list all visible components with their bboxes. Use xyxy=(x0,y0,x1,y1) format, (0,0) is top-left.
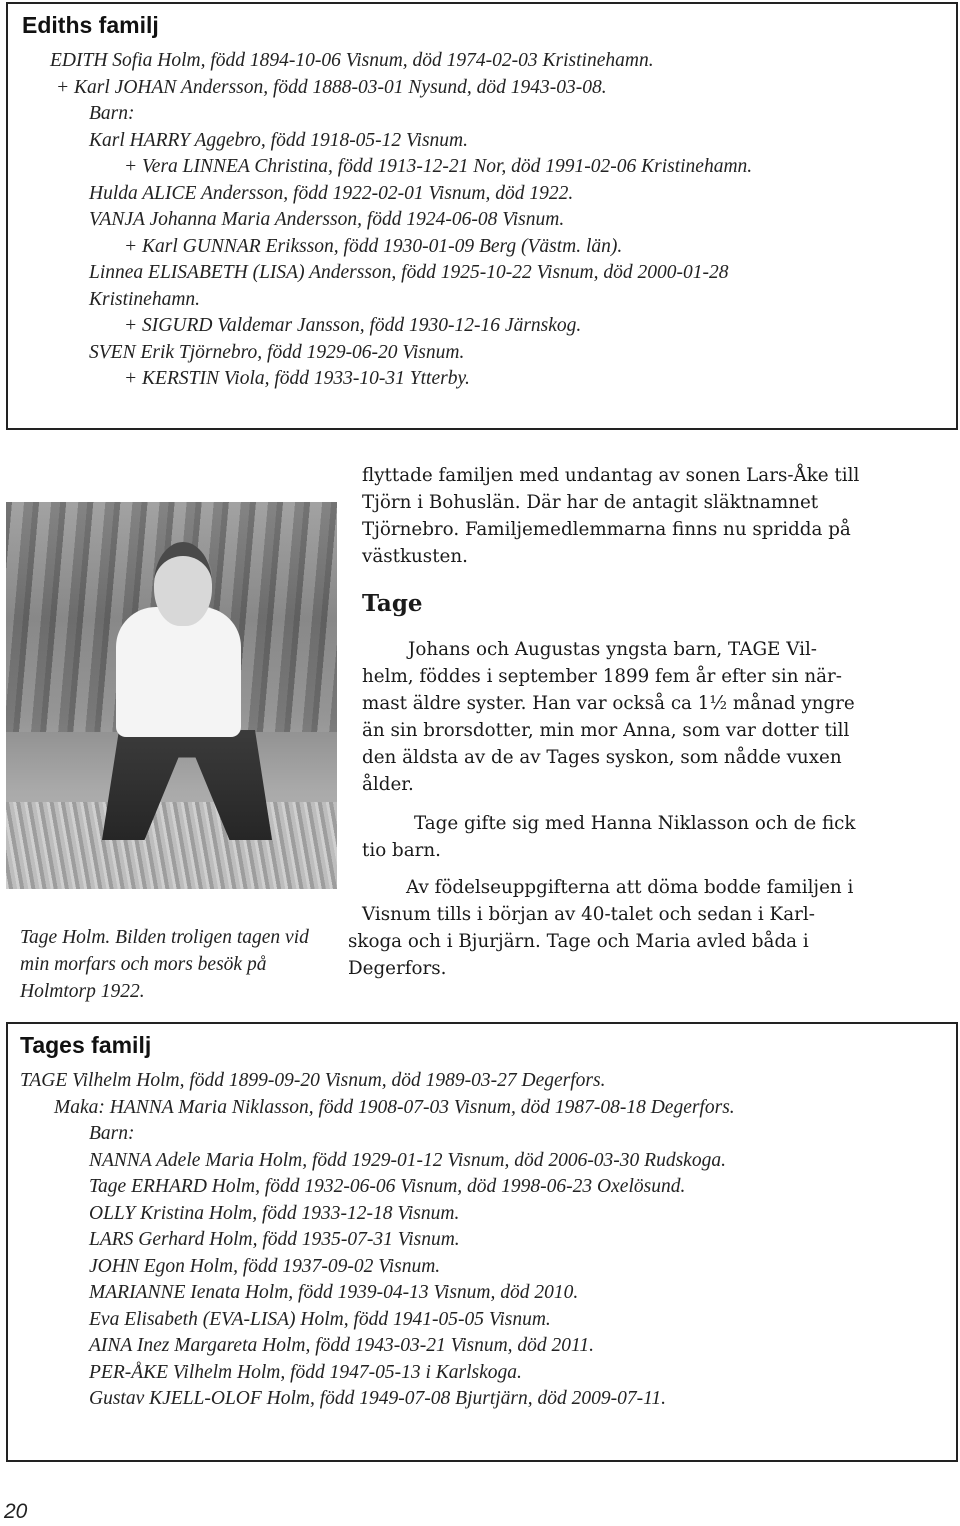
page-number: 20 xyxy=(4,1500,28,1523)
genealogy-line: Eva Elisabeth (EVA-LISA) Holm, född 1941-05-05 Visnum. xyxy=(89,1308,551,1330)
text-line: västkusten. xyxy=(362,546,468,567)
paragraph-tage-marriage xyxy=(362,810,856,864)
genealogy-line: Linnea ELISABETH (LISA) Andersson, född 1925-10-22 Visnum, död 2000-01-28 xyxy=(89,262,729,283)
genealogy-line: Karl HARRY Aggebro, född 1918-05-12 Visnum. xyxy=(89,129,468,151)
tage-family-title: Tages familj xyxy=(20,1032,157,1059)
genealogy-line: + Karl GUNNAR Eriksson, född 1930-01-09 Berg (Västm. län). xyxy=(124,235,623,257)
text-line: flyttade familjen med undantag av sonen Lars-Åke till xyxy=(362,465,860,486)
genealogy-line: LARS Gerhard Holm, född 1935-07-31 Visnum. xyxy=(89,1229,460,1250)
edith-family-title: Ediths familj xyxy=(22,12,159,38)
tage-holm-photo xyxy=(6,502,337,889)
photo-caption: Tage Holm. Bilden troligen tagen vid min morfars och mors besök på Holmtorp 1922. xyxy=(20,927,309,1002)
text-line: Tjörn i Bohuslän. Där har de antagit släktnamnet xyxy=(362,492,819,513)
text-line: ålder. xyxy=(362,774,414,795)
genealogy-line: MARIANNE Ienata Holm, född 1939-04-13 Visnum, död 2010. xyxy=(89,1282,579,1303)
text-line: helm, föddes i september 1899 fem år efter sin när- xyxy=(362,666,842,687)
genealogy-line: EDITH Sofia Holm, född 1894-10-06 Visnum, död 1974-02-03 Kristinehamn. xyxy=(50,50,654,71)
text-line: Tage gifte sig med Hanna Niklasson och de fick xyxy=(414,813,856,834)
genealogy-line: VANJA Johanna Maria Andersson, född 1924-06-08 Visnum. xyxy=(89,209,565,230)
genealogy-line: OLLY Kristina Holm, född 1933-12-18 Visnum. xyxy=(89,1202,460,1224)
text-line: den äldsta av de av Tages syskon, som nådde vuxen xyxy=(362,747,842,768)
paragraph-tage-birth xyxy=(362,636,855,798)
text-line: skoga och i Bjurjärn. Tage och Maria avled båda i xyxy=(348,931,809,952)
genealogy-line: + Vera LINNEA Christina, född 1913-12-21 Nor, död 1991-02-06 Kristinehamn. xyxy=(124,156,753,177)
genealogy-line: NANNA Adele Maria Holm, född 1929-01-12 Visnum, död 2006-03-30 Rudskoga. xyxy=(89,1149,726,1171)
genealogy-line: + Karl JOHAN Andersson, född 1888-03-01 Nysund, död 1943-03-08. xyxy=(56,76,607,98)
text-line: Johans och Augustas yngsta barn, TAGE Vil- xyxy=(408,639,817,660)
genealogy-line: AINA Inez Margareta Holm, född 1943-03-21 Visnum, död 2011. xyxy=(89,1335,594,1356)
text-line: mast äldre syster. Han var också ca 1½ månad yngre xyxy=(362,693,855,714)
text-line: Av födelseuppgifterna att döma bodde familjen i xyxy=(406,877,854,898)
genealogy-line: JOHN Egon Holm, född 1937-09-02 Visnum. xyxy=(89,1255,441,1277)
paragraph-tage-residence xyxy=(348,874,853,982)
genealogy-line: Barn: xyxy=(89,1123,135,1144)
text-line: Tjörnebro. Familjemedlemmarna finns nu spridda på xyxy=(362,519,851,540)
genealogy-line: PER-ÅKE Vilhelm Holm, född 1947-05-13 i Karlskoga. xyxy=(89,1361,522,1383)
text-line: tio barn. xyxy=(362,840,441,861)
text-line: Visnum tills i början av 40-talet och sedan i Karl- xyxy=(362,904,815,925)
genealogy-line: Tage ERHARD Holm, född 1932-06-06 Visnum, död 1998-06-23 Oxelösund. xyxy=(89,1176,686,1197)
genealogy-line: SVEN Erik Tjörnebro, född 1929-06-20 Visnum. xyxy=(89,341,465,363)
genealogy-line: Hulda ALICE Andersson, född 1922-02-01 Visnum, död 1922. xyxy=(89,182,574,204)
genealogy-line: + SIGURD Valdemar Jansson, född 1930-12-16 Järnskog. xyxy=(124,315,582,336)
text-line: än sin brorsdotter, min mor Anna, som var dotter till xyxy=(362,720,850,741)
genealogy-line: Kristinehamn. xyxy=(89,288,201,310)
intro-paragraph xyxy=(362,462,859,570)
text-line: Degerfors. xyxy=(348,958,447,979)
tage-family-list xyxy=(20,1068,735,1413)
genealogy-line: Gustav KJELL-OLOF Holm, född 1949-07-08 Bjurtjärn, död 2009-07-11. xyxy=(89,1388,667,1409)
edith-family-list xyxy=(50,48,752,393)
genealogy-line: + KERSTIN Viola, född 1933-10-31 Ytterby. xyxy=(124,368,470,389)
genealogy-line: Maka: HANNA Maria Niklasson, född 1908-07-03 Visnum, död 1987-08-18 Degerfors. xyxy=(54,1096,735,1118)
section-heading-tage: Tage xyxy=(362,590,423,617)
genealogy-line: TAGE Vilhelm Holm, född 1899-09-20 Visnum, död 1989-03-27 Degerfors. xyxy=(20,1070,606,1091)
genealogy-line: Barn: xyxy=(89,103,135,124)
